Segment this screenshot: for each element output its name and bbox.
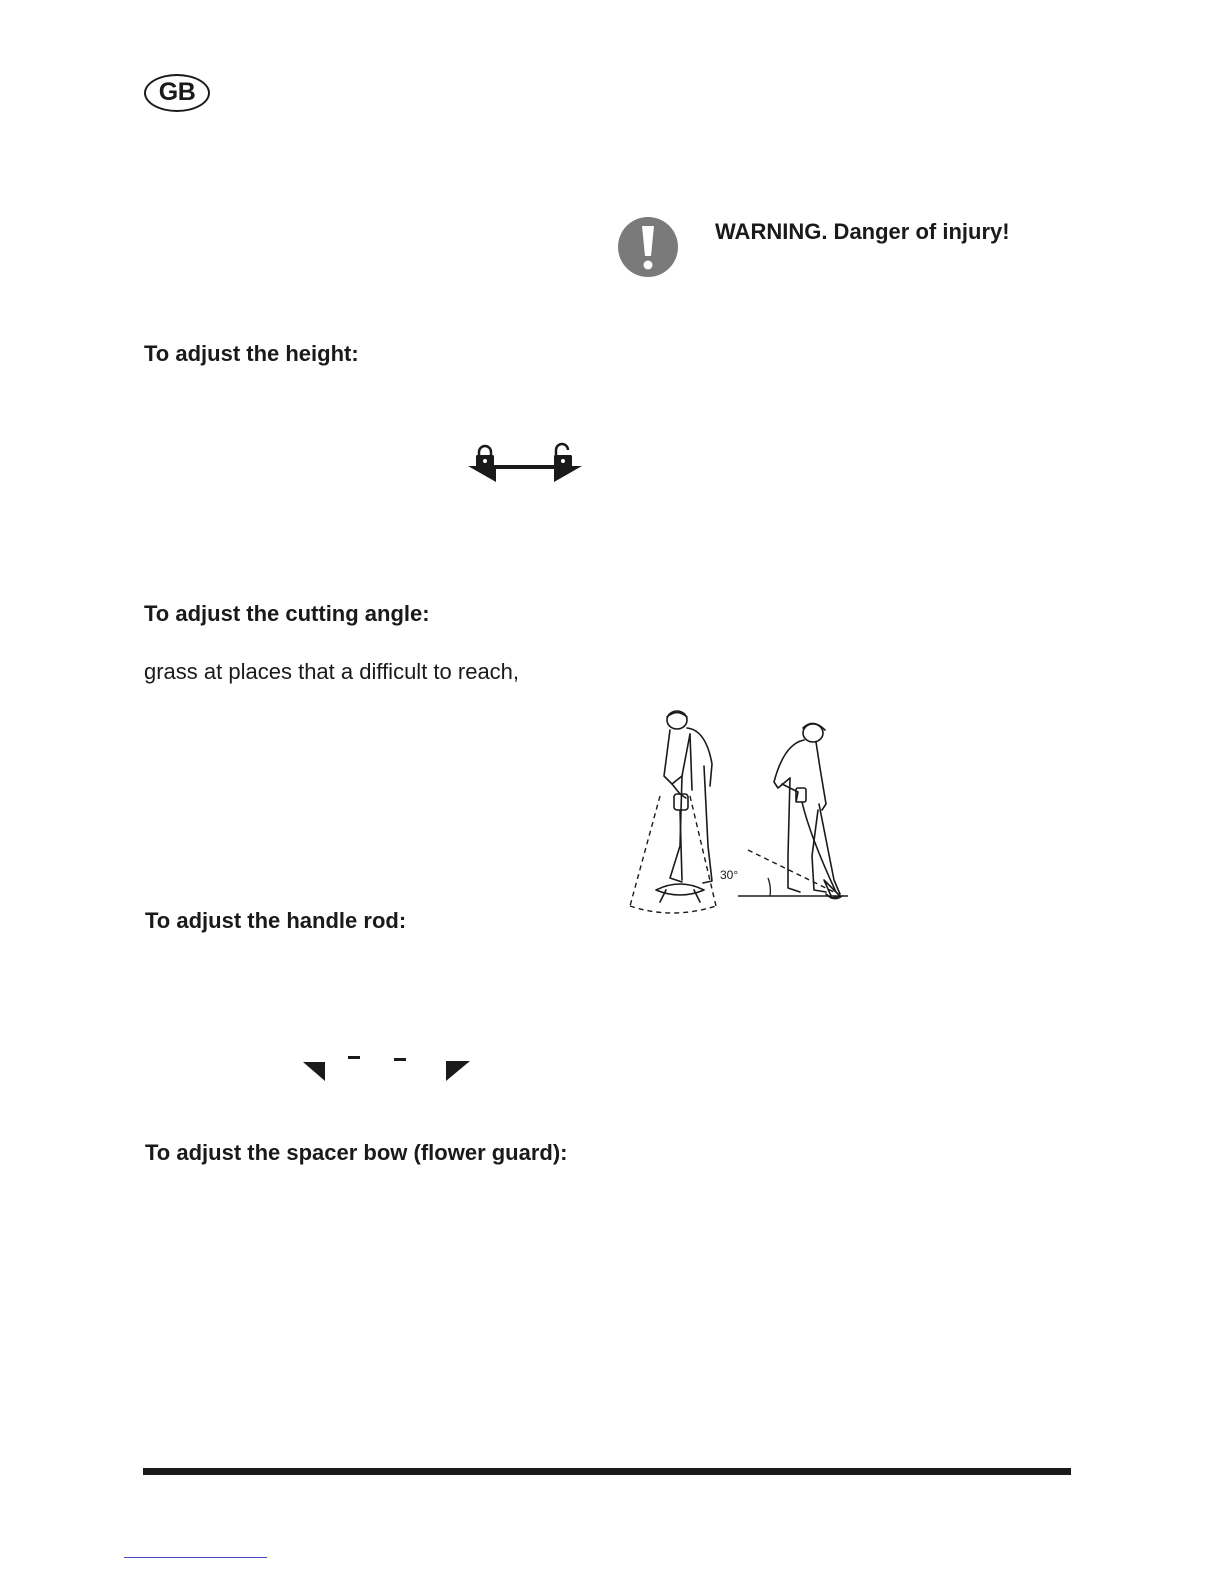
heading-spacer-bow: To adjust the spacer bow (flower guard): <box>145 1140 568 1165</box>
exclamation-icon <box>617 216 679 278</box>
cutting-angle-body-text: grass at places that a difficult to reach, <box>144 659 520 684</box>
language-badge: GB <box>144 74 210 112</box>
angle-label: 30° <box>720 868 739 882</box>
heading-cutting-angle: To adjust the cutting angle: <box>144 601 430 626</box>
heading-height: To adjust the height: <box>144 341 359 366</box>
footer-link-underline <box>124 1557 267 1558</box>
warning-text: WARNING. Danger of injury! <box>715 219 1010 244</box>
arrow-marks-icon <box>302 1052 472 1084</box>
trimmer-angle-illustration <box>620 706 850 916</box>
bottom-rule <box>143 1468 1071 1475</box>
heading-handle-rod: To adjust the handle rod: <box>145 908 407 933</box>
lock-unlock-arrow-icon <box>466 444 584 486</box>
